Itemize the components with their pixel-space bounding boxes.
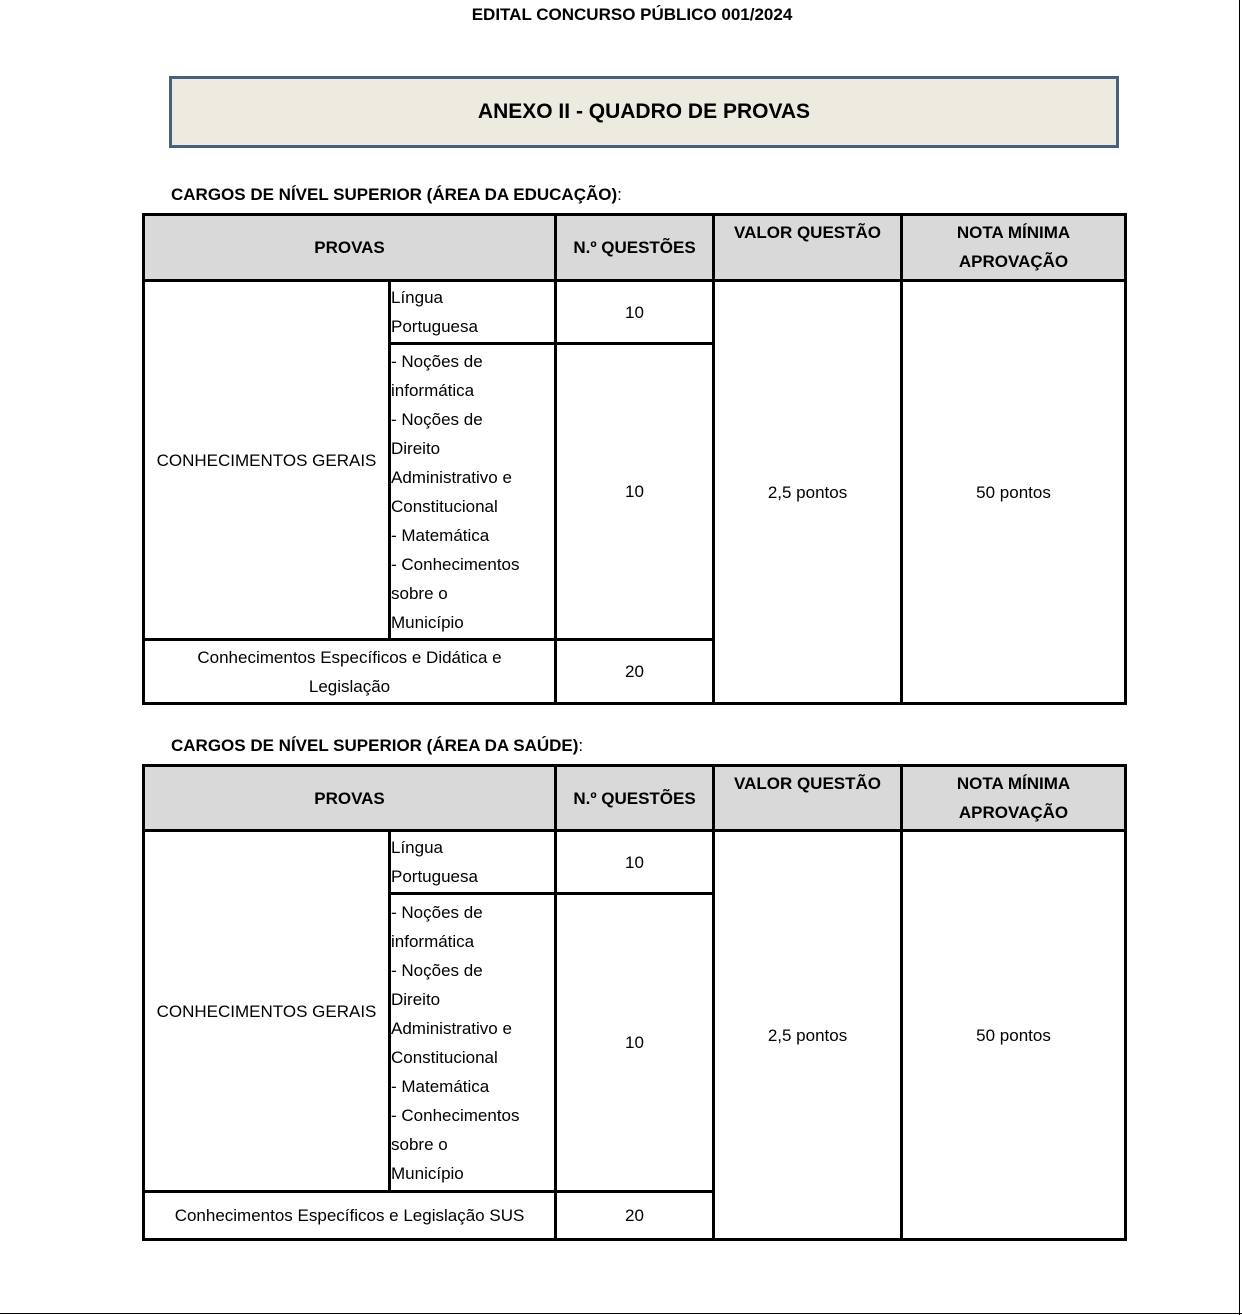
specific-cell [144,1192,556,1240]
header-questoes: N.º QUESTÕES [556,215,714,281]
questoes-cell: 20 [556,1192,714,1240]
questoes-cell: 10 [556,831,714,894]
exam-table-educacao [142,213,1127,705]
header-nota [902,215,1126,281]
subject-line: sobre o [391,1134,448,1154]
questoes-cell: 10 [556,281,714,344]
subject-line: Administrativo e [391,1018,512,1038]
subject-cell [390,344,556,640]
subject-line: - Noções de [391,351,483,371]
subject-line: Direito [391,989,441,1009]
table-header-row [144,766,1126,831]
valor-cell: 2,5 pontos [714,281,902,704]
page-edge [1239,0,1240,1315]
exam-table-saude [142,764,1127,1241]
questoes-cell: 10 [556,894,714,1192]
section-title [171,736,583,756]
page-edge [0,1313,1242,1314]
subject-line: Constitucional [391,1047,498,1067]
subject-line: - Matemática [391,525,490,545]
group-label-cell [144,831,390,1192]
questoes-cell: 20 [556,640,714,704]
header-nota-line: NOTA MÍNIMA [956,223,1071,242]
section-title-text: CARGOS DE NÍVEL SUPERIOR (ÁREA DA EDUCAÇÃO) [171,185,618,204]
specific-cell [144,640,556,704]
group-label: CONHECIMENTOS GERAIS [156,1001,377,1021]
header-nota-line: NOTA MÍNIMA [956,774,1071,793]
subject-line: - Noções de [391,960,483,980]
subject-line: - Conhecimentos [391,1105,520,1125]
questoes-cell: 10 [556,344,714,640]
subject-line: Município [391,1163,464,1183]
specific-line: Conhecimentos Específicos e Didática e [197,647,502,667]
header-valor: VALOR QUESTÃO [714,215,902,281]
valor-cell: 2,5 pontos [714,831,902,1240]
table-header-row [144,215,1126,281]
subject-line: - Conhecimentos [391,554,520,574]
subject-line: - Noções de [391,409,483,429]
section-title-colon: : [578,736,584,755]
subject-line: Município [391,612,464,632]
section-title-colon: : [617,185,622,204]
subject-cell [390,894,556,1192]
section-title [171,185,622,205]
group-label-cell [144,281,390,640]
subject-cell [390,831,556,894]
subject-line: Direito [391,438,441,458]
nota-cell: 50 pontos [902,831,1126,1240]
subject-line: - Matemática [391,1076,490,1096]
header-valor: VALOR QUESTÃO [714,766,902,831]
group-label: CONHECIMENTOS GERAIS [156,450,377,470]
header-nota-line: APROVAÇÃO [958,252,1069,271]
subject-line: informática [391,931,475,951]
document-header: EDITAL CONCURSO PÚBLICO 001/2024 [471,5,793,24]
subject-line: Portuguesa [391,867,478,886]
annex-title: ANEXO II - QUADRO DE PROVAS [477,100,811,123]
header-nota-line: APROVAÇÃO [958,803,1069,822]
specific-line: Conhecimentos Específicos e Legislação SUS [174,1206,525,1225]
header-provas: PROVAS [144,215,556,281]
subject-line: Portuguesa [391,317,478,336]
subject-line: informática [391,380,475,400]
specific-line: Legislação [308,676,391,696]
section-title-text: CARGOS DE NÍVEL SUPERIOR (ÁREA DA SAÚDE) [171,736,579,755]
header-questoes: N.º QUESTÕES [556,766,714,831]
subject-line: Língua [391,288,443,307]
subject-line: sobre o [391,583,448,603]
nota-cell: 50 pontos [902,281,1126,704]
subject-line: Língua [391,838,443,857]
subject-line: Constitucional [391,496,498,516]
table-row [144,831,1126,894]
subject-line: Administrativo e [391,467,512,487]
header-provas: PROVAS [144,766,556,831]
header-nota [902,766,1126,831]
subject-line: - Noções de [391,902,483,922]
table-row [144,281,1126,344]
subject-cell [390,281,556,344]
annex-title-box [169,76,1119,148]
